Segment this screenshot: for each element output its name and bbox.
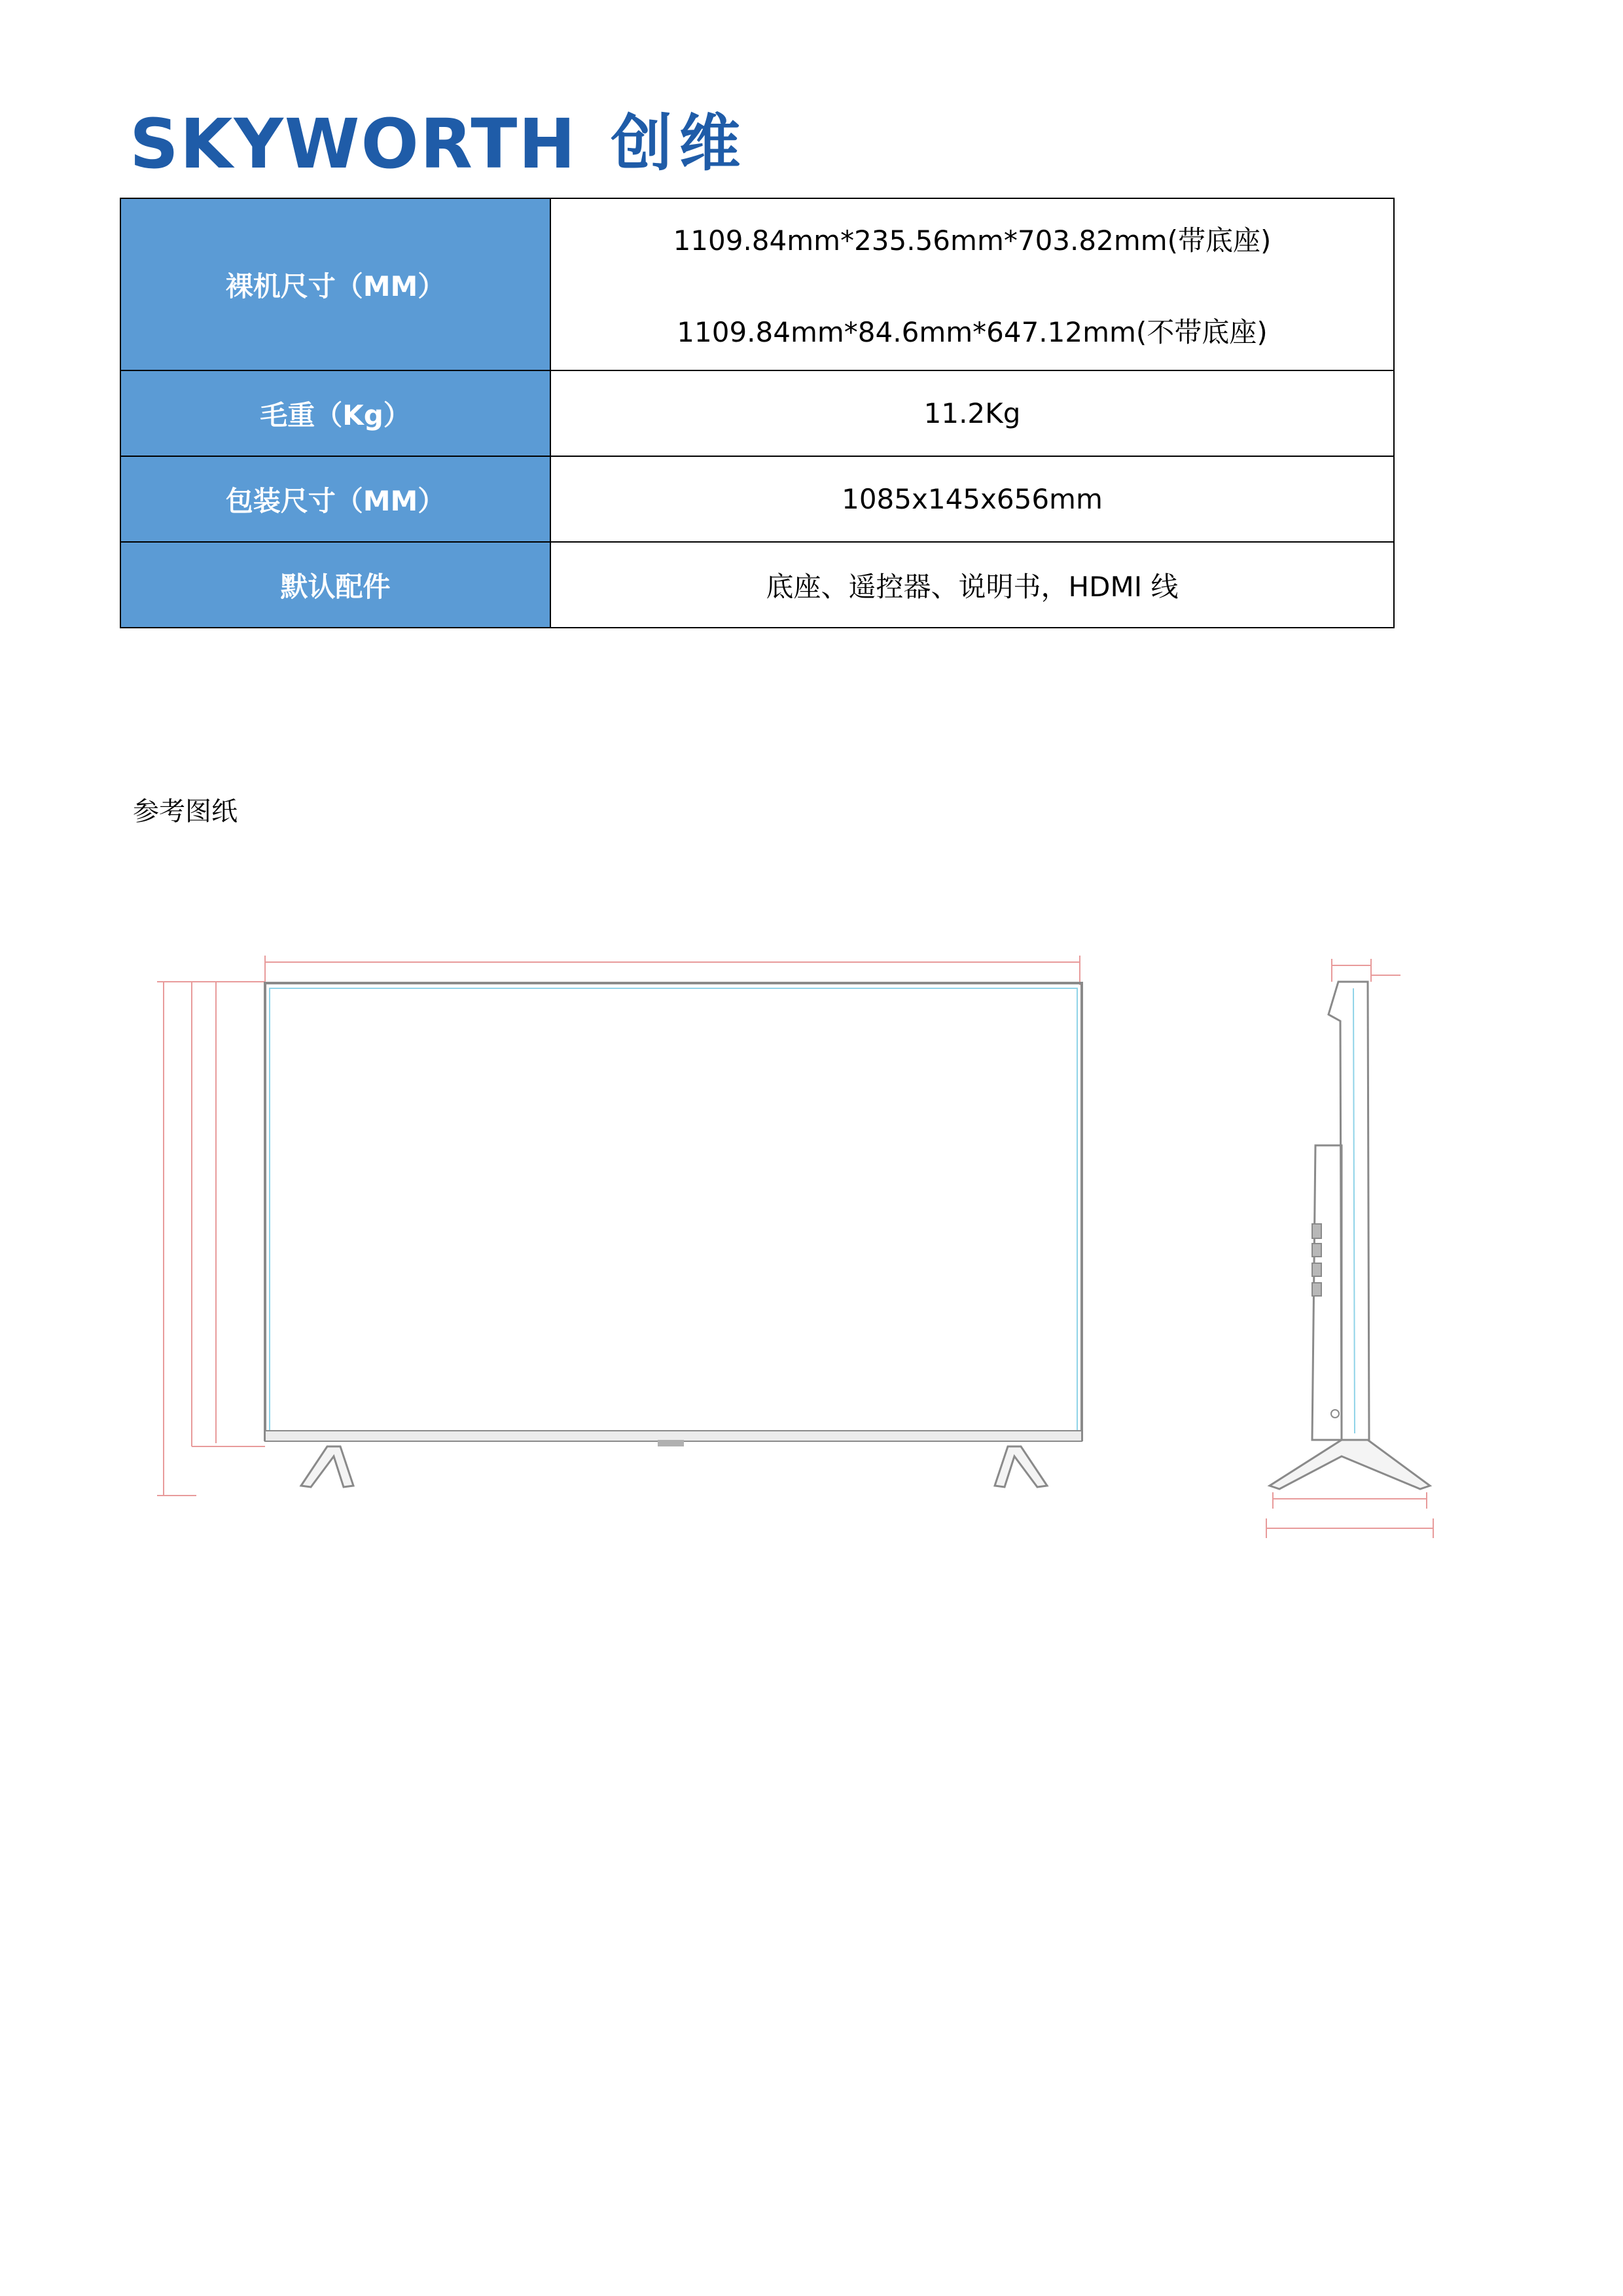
tv-screen (270, 988, 1077, 1431)
side-button (1331, 1410, 1339, 1418)
side-view (1266, 959, 1433, 1538)
spec-value-package: 1085x145x656mm (550, 456, 1394, 542)
drawing-title: 参考图纸 (133, 797, 238, 827)
spec-value-weight: 11.2Kg (550, 370, 1394, 456)
tv-logo-plate (658, 1440, 684, 1446)
tv-bottom-bezel (265, 1431, 1082, 1441)
side-stand (1270, 1440, 1430, 1489)
brand-name-en: SKYWORTH (130, 104, 577, 184)
tv-right-foot (995, 1446, 1047, 1487)
side-panel (1329, 982, 1369, 1440)
spec-label-weight: 毛重（Kg） (120, 370, 550, 456)
front-height-dimensions (157, 982, 265, 1496)
dimension-with-stand: 1109.84mm*235.56mm*703.82mm(带底座) (673, 224, 1272, 257)
tv-left-foot (301, 1446, 353, 1487)
front-view (157, 956, 1082, 1496)
dimension-without-stand: 1109.84mm*84.6mm*647.12mm(不带底座) (677, 315, 1268, 348)
spec-label-dimensions: 裸机尺寸（MM） (120, 198, 550, 370)
spec-value-accessories: 底座、遥控器、说明书，HDMI 线 (550, 542, 1394, 628)
brand-name-cn: 创维 (611, 108, 747, 179)
front-width-dimension (265, 956, 1080, 985)
spec-label-accessories: 默认配件 (120, 542, 550, 628)
side-top-dimensions (1332, 959, 1400, 982)
tv-panel-outline (265, 983, 1082, 1440)
side-bottom-dimensions (1266, 1492, 1433, 1538)
spec-label-package: 包装尺寸（MM） (120, 456, 550, 542)
